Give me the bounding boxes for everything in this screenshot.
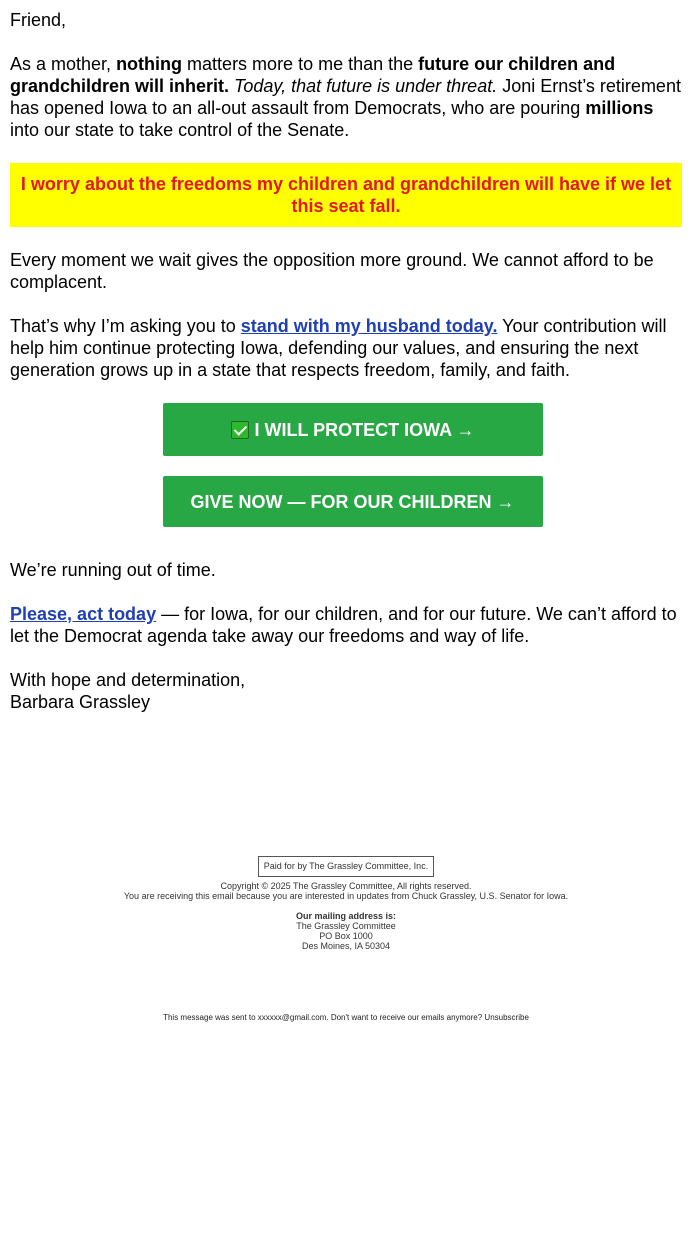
protect-iowa-button[interactable]: [163, 403, 543, 456]
address-line: PO Box 1000: [319, 931, 373, 941]
signoff: With hope and determination,: [10, 670, 246, 690]
bold-text: future our children and grandchildren will inherit.: [10, 54, 616, 96]
text: As a mother,: [10, 54, 117, 74]
text: — for Iowa, for our children, and for our future. We can’t afford to let the Democrat agenda take away our freedoms and way of life.: [10, 604, 677, 646]
text: Joni Ernst’s retirement has opened Iowa to an all-out assault from Democrats, who are pouring: [10, 76, 681, 118]
bold-text: nothing: [116, 54, 183, 74]
paid-for-disclaimer: Paid for by The Grassley Committee, Inc.: [258, 856, 434, 877]
text: into our state to take control of the Senate.: [10, 120, 350, 140]
give-now-label: GIVE NOW — FOR OUR CHILDREN →: [190, 491, 515, 512]
bold-text: millions: [585, 98, 654, 118]
mailing-address-heading: Our mailing address is:: [295, 911, 397, 921]
receiving-notice: You are receiving this email because you are interested in updates from Chuck Grassley, U.S. Senator for Iowa.: [123, 891, 569, 901]
cta-buttons: [10, 403, 685, 527]
text: That’s why I’m asking you to: [10, 316, 241, 336]
signature: Barbara Grassley: [10, 692, 151, 712]
stand-with-husband-link[interactable]: stand with my husband today.: [240, 316, 498, 336]
protect-iowa-label: I WILL PROTECT IOWA →: [254, 419, 475, 440]
greeting: Friend,: [10, 10, 67, 30]
paragraph-opposition: Every moment we wait gives the opposition more ground. We cannot afford to be complacent.: [10, 250, 654, 292]
checkmark-icon: [231, 421, 249, 439]
address-line: Des Moines, IA 50304: [301, 941, 391, 951]
paragraph-time: We’re running out of time.: [10, 560, 216, 580]
paragraph-ask: [10, 315, 685, 381]
copyright: Copyright © 2025 The Grassley Committee, All rights reserved.: [220, 881, 472, 891]
act-today-link[interactable]: Please, act today: [10, 604, 157, 624]
unsubscribe-link[interactable]: Unsubscribe: [484, 1013, 529, 1022]
sent-to-text: This message was sent to xxxxxx@gmail.com. Don't want to receive our emails anymore?: [163, 1013, 485, 1022]
paragraph-act: [10, 603, 685, 647]
italic-text: Today, that future is under threat.: [234, 76, 498, 96]
email-footer: [0, 856, 692, 951]
paragraph-future: [10, 53, 685, 141]
give-now-button[interactable]: [163, 476, 543, 527]
sent-to-notice: [0, 1013, 692, 1023]
highlight-callout: I worry about the freedoms my children and grandchildren will have if we let this seat fall.: [10, 163, 682, 227]
email-body: [10, 9, 685, 713]
address-line: The Grassley Committee: [296, 921, 396, 931]
signoff-block: [10, 669, 685, 713]
text: matters more to me than the: [182, 54, 419, 74]
text: Your contribution will help him continue protecting Iowa, defending our values, and ensuring the next generation grows up in a state that respects freedom, family, and faith.: [10, 316, 667, 380]
